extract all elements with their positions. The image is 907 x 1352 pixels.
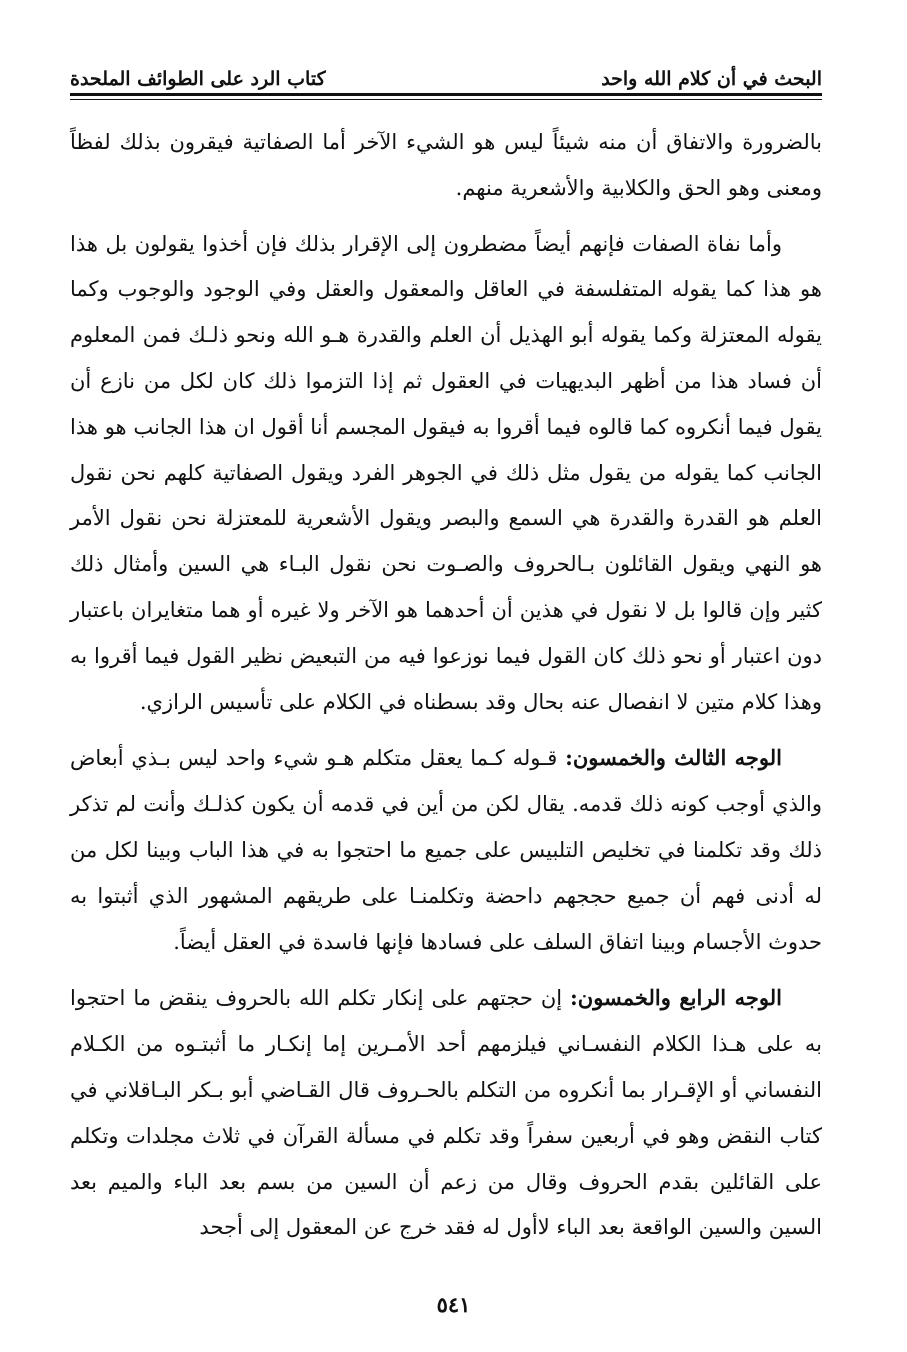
paragraph-3 [70,735,822,965]
header-rule-thick [70,93,822,96]
section-heading-54: الوجه الرابع والخمسون: [570,985,782,1011]
paragraph-4-body: إن حجتهم على إنكار تكلم الله بالحروف ينقض ما احتجوا به على هـذا الكلام النفسـاني فيلزمهم أحد الأمـرين إما إنكـار ما أثبتـوه من الكـلام النفساني أو الإقـرار بما أنكروه من التكلم بالحـروف قال القـاضي أبو بـكر البـاقلاني في كتاب النقض وهو في أربعين سفراً وقد تكلم في مسألة القرآن في ثلاث مجلدات وتكلم على القائلين بقدم الحروف وقال من زعم أن السين من بسم بعد الباء والميم بعد السين والسين الواقعة بعد الباء لاأول له فقد خرج عن المعقول إلى أجحد [70,986,823,1240]
paragraph-2: وأما نفاة الصفات فإنهم أيضاً مضطرون إلى الإقرار بذلك فإن أخذوا يقولون بل هذا هو هذا كما يقوله المتفلسفة في العاقل والمعقول والعقل وفي الوجود والوجوب وكما يقوله المعتزلة وكما يقوله أبو الهذيل أن العلم والقدرة هـو الله ونحو ذلـك فمن المعلوم أن فساد هذا من أظهر البديهيات في العقول ثم إذا التزموا ذلك كان لكل من نازع أن يقول فيما أنكروه كما قالوه فيما أقروا به فيقول المجسم أنا أقول ان هذا الجانب هو هذا الجانب كما يقوله من يقول مثل ذلك في الجوهر الفرد ويقول الصفاتية كلهم نحن نقول العلم هو القدرة والقدرة هي السمع والبصر ويقول الأشعرية للمعتزلة نحن نقول الأمر هو النهي ويقول القائلون بـالحروف والصـوت نحن نقول البـاء هي السين وأمثال ذلك كثير وإن قالوا بل لا نقول في هذين أن أحدهما هو الآخر ولا غيره أو هما متغايران باعتبار دون اعتبار أو نحو ذلك كان القول فيما نوزعوا فيه من التبعيض نظير القول فيما أقروا به وهذا كلام متين لا انفصال عنه بحال وقد بسطناه في الكلام على تأسيس الرازي. [70,231,822,714]
body-text [70,120,822,1251]
page-number: ٥٤١ [436,1292,471,1317]
paragraph-3-body: قـوله كـما يعقل متكلم هـو شيء واحد ليس بـذي أبعاض والذي أوجب كونه ذلك قدمه. يقال لكن من أين في قدمه أن يكون كذلـك وأنت لم تذكر ذلك وقد تكلمنا في تخليص التلبيس على جميع ما احتجوا به في هذا الباب وبينا لكل من له أدنى فهم أن جميع حججهم داحضة وتكلمنـا على طريقهم المشهور الذي أثبتوا به حدوث الأجسام وبينا اتفاق السلف على فسادها فإنها فاسدة في العقل أيضاً. [70,746,822,954]
header-rule-thin [70,99,822,100]
section-heading-53: الوجه الثالث والخمسون: [565,745,782,771]
paragraph-1: بالضرورة والاتفاق أن منه شيئاً ليس هو الشيء الآخر أما الصفاتية فيقرون بذلك لفظاً ومعنى وهو الحق والكلابية والأشعرية منهم. [70,130,822,200]
header-book-title: كتاب الرد على الطوائف الملحدة [70,68,326,90]
paragraph-4 [70,975,822,1251]
header-chapter-title: البحث في أن كلام الله واحد [601,68,822,90]
running-header [70,58,822,90]
